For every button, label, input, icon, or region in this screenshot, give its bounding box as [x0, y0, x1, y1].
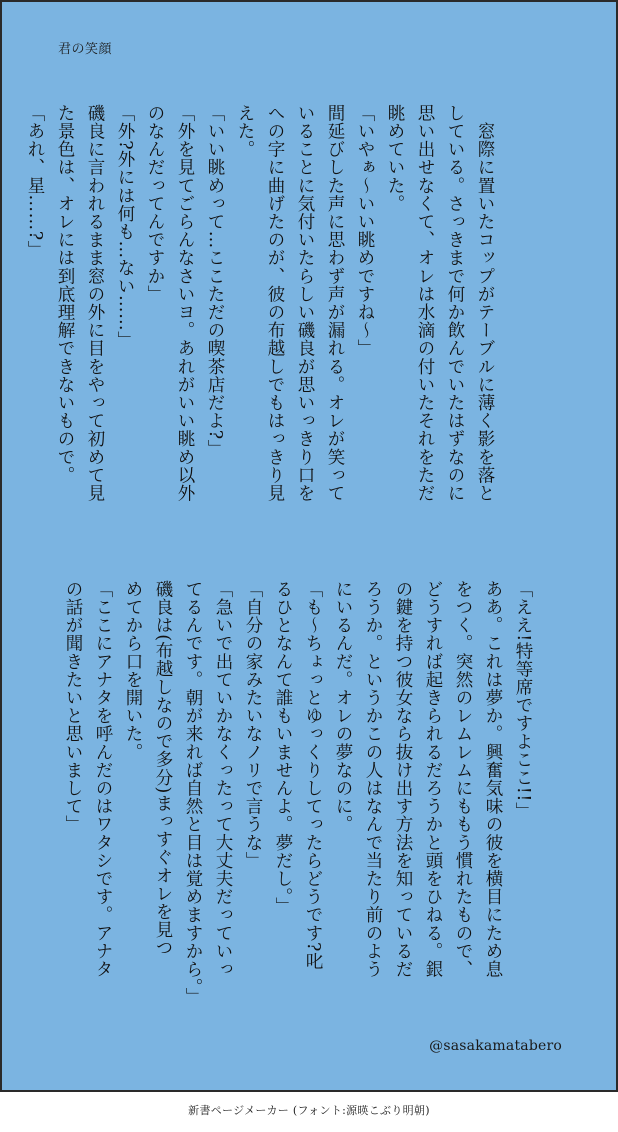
text-block-top [20, 104, 500, 524]
text-line: の鍵を持つ彼女なら抜け出す方法を知っているだ [393, 580, 413, 979]
text-line: 磯良は(布越しなので多分)まっすぐオレを見つ [153, 580, 173, 957]
text-line: 間延びした声に思わず声が漏れる。オレが笑って [325, 104, 345, 503]
text-line: るひとなんて誰もいませんよ。夢だし。」 [273, 580, 293, 916]
text-line: している。さっきまで何か飲んでいたはずなのに [445, 104, 465, 503]
text-line: の話が聞きたいと思いまして」 [63, 580, 83, 834]
text-line: た景色は、オレには到底理解できないもので。 [55, 104, 75, 485]
text-line: 「ここにアナタを呼んだのはワタシです。アナタ [93, 580, 113, 979]
footer-credit: 新書ページメーカー (フォント:源暎こぶり明朝) [188, 1104, 430, 1117]
text-line: 「外を見てごらんなさいヨ。あれがいい眺め以外 [175, 104, 195, 503]
text-line: 「あれ、星……?」 [25, 104, 45, 259]
text-line: ろうか。というかこの人はなんで当たり前のよう [363, 580, 383, 979]
text-line: 「も〜ちょっとゆっくりしてったらどうです?叱 [303, 580, 323, 971]
text-block-bottom [58, 580, 538, 1006]
text-line: 「自分の家みたいなノリで言うな」 [243, 580, 263, 870]
text-line: ああ。これは夢か。興奮気味の彼を横目にため息 [483, 580, 503, 979]
text-line: 「急いで出ていかなくったって大丈夫だっていっ [213, 580, 233, 979]
text-line: めてから口を開いた。 [123, 580, 143, 761]
text-line: への字に曲げたのが、彼の布越しでもはっきり見 [265, 104, 285, 503]
text-line: にいるんだ。オレの夢なのに。 [333, 580, 353, 834]
author-handle: @sasakamatabero [429, 1038, 562, 1054]
story-title: 君の笑顔 [58, 42, 113, 57]
text-line: のなんだってんですか」 [145, 104, 165, 304]
text-line: 「いい眺めって…ここただの喫茶店だよ?」 [205, 104, 225, 458]
text-line: どうすれば起きられるだろうかと頭をひねる。銀 [423, 580, 443, 979]
text-line: てるんです。朝が来れば自然と目は覚めますから。」 [183, 580, 203, 1006]
text-line: 「いやぁ〜いい眺めですね〜」 [355, 104, 375, 358]
text-line: いることに気付いたらしい磯良が思いっきり口を [295, 104, 315, 503]
text-line: 思い出せなくて、オレは水滴の付いたそれをただ [415, 104, 435, 503]
text-line: 「外?外には何も…ない……」 [115, 104, 135, 350]
text-line: 窓際に置いたコップがテーブルに薄く影を落と [475, 104, 495, 503]
text-line: をつく。突然のレムレムにももう慣れたもので、 [453, 580, 473, 979]
text-line: 眺めていた。 [385, 104, 405, 213]
text-line: えた。 [235, 104, 255, 159]
text-line: 「ええ!特等席ですよここ!!」 [513, 580, 533, 821]
text-line: 磯良に言われるまま窓の外に目をやって初めて見 [85, 104, 105, 503]
